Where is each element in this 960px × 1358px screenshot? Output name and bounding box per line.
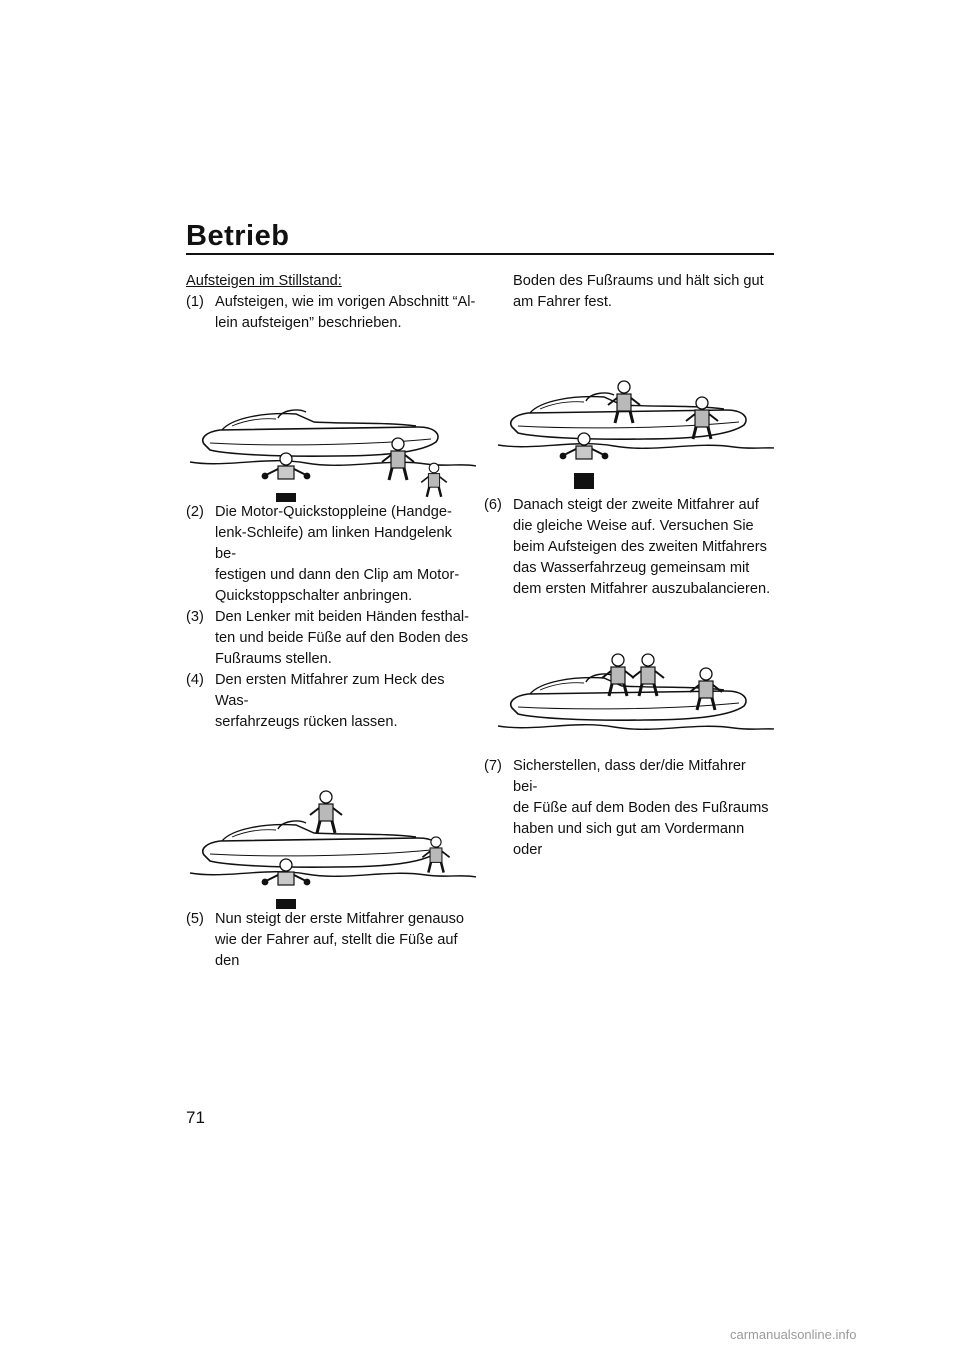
right-column (484, 271, 774, 861)
step-number: (1) (186, 294, 204, 310)
step-line: festigen und dann den Clip am Motor- (215, 567, 460, 583)
step-line: Quickstoppschalter anbringen. (215, 588, 413, 604)
step-line: beim Aufsteigen des zweiten Mitfahrers (513, 539, 767, 555)
figure-first-passenger-moving-back (186, 733, 476, 909)
title-rule (186, 253, 774, 255)
step-line: lein aufsteigen” beschrieben. (215, 315, 402, 331)
page-number: 71 (186, 1108, 205, 1127)
step-7 (484, 756, 774, 861)
step-line: Aufsteigen, wie im vorigen Abschnitt “Al- (215, 294, 476, 310)
step-line: lenk-Schleife) am linken Handgelenk be- (215, 525, 452, 562)
step-line: haben und sich gut am Vordermann oder (513, 821, 745, 858)
watermark: carmanualsonline.info (730, 1327, 857, 1342)
figure-driver-boarding (186, 334, 476, 502)
page-title: Betrieb (186, 220, 290, 252)
step-5-continuation (484, 271, 774, 313)
step-line: Fußraums stellen. (215, 651, 332, 667)
step-number: (5) (186, 911, 204, 927)
left-column (186, 271, 476, 972)
step-line: dem ersten Mitfahrer auszubalancieren. (513, 581, 771, 597)
step-line: am Fahrer fest. (513, 294, 612, 310)
step-line: Danach steigt der zweite Mitfahrer auf (513, 497, 759, 513)
step-line: wie der Fahrer auf, stellt die Füße auf den (215, 932, 458, 969)
step-line: die gleiche Weise auf. Versuchen Sie (513, 518, 754, 534)
step-line: Die Motor-Quickstoppleine (Handge- (215, 504, 452, 520)
step-number: (2) (186, 504, 204, 520)
step-number: (6) (484, 497, 502, 513)
step-1 (186, 292, 476, 334)
step-2 (186, 502, 476, 607)
step-line: das Wasserfahrzeug gemeinsam mit (513, 560, 750, 576)
step-line: Nun steigt der erste Mitfahrer genauso (215, 911, 465, 927)
section-subheading: Aufsteigen im Stillstand: (186, 273, 342, 289)
step-4 (186, 670, 476, 733)
step-line: serfahrzeugs rücken lassen. (215, 714, 398, 730)
step-3 (186, 607, 476, 670)
step-line: Boden des Fußraums und hält sich gut (513, 273, 764, 289)
step-line: Den Lenker mit beiden Händen festhal- (215, 609, 469, 625)
step-5 (186, 909, 476, 972)
step-number: (3) (186, 609, 204, 625)
step-line: ten und beide Füße auf den Boden des (215, 630, 469, 646)
step-number: (4) (186, 672, 204, 688)
step-line: Sicherstellen, dass der/die Mitfahrer bei- (513, 758, 746, 795)
step-number: (7) (484, 758, 502, 774)
step-line: de Füße auf dem Boden des Fußraums (513, 800, 769, 816)
step-line: Den ersten Mitfahrer zum Heck des Was- (215, 672, 445, 709)
figure-second-passenger-boarding (484, 600, 774, 756)
figure-first-passenger-boarding (484, 313, 774, 495)
step-6 (484, 495, 774, 600)
